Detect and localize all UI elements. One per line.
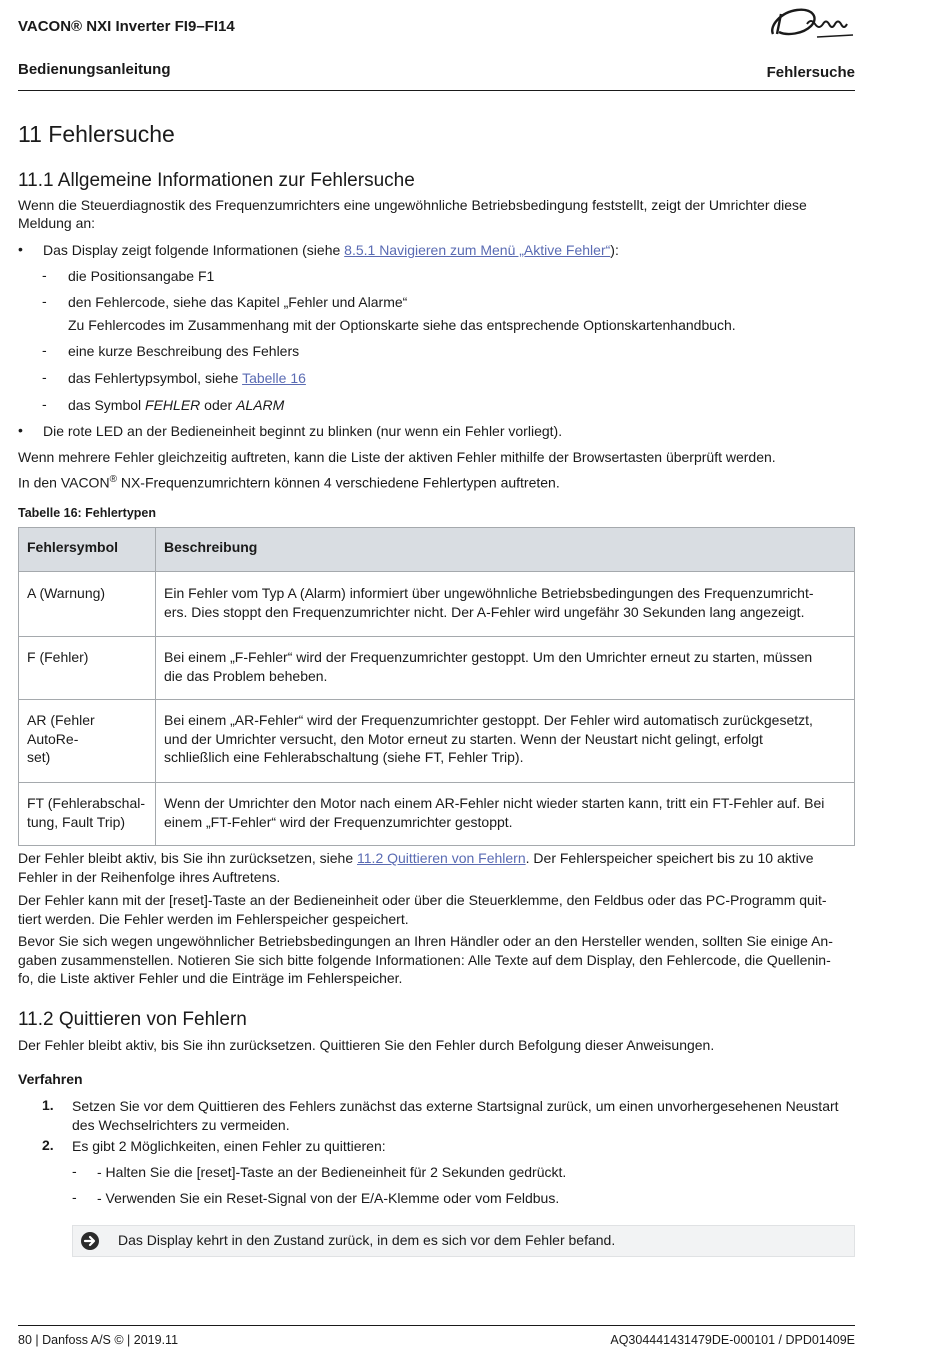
table-caption: Tabelle 16: Fehlertypen	[18, 506, 157, 520]
table-header-row	[19, 528, 855, 572]
result-note	[72, 1225, 855, 1257]
intro-line-2: Meldung an:	[18, 215, 96, 231]
danfoss-logo	[767, 4, 855, 40]
bullet-display-info: Das Display zeigt folgende Informationen (siehe 8.5.1 Navigieren zum Menü „Aktive Fehler“):	[43, 242, 619, 258]
bullet-marker: •	[18, 422, 23, 438]
dash-marker: -	[42, 293, 47, 309]
link-section-11-2[interactable]: 11.2 Quittieren von Fehlern	[357, 850, 526, 866]
dash-item-symbol: das Symbol FEHLER oder ALARM	[68, 397, 285, 413]
cell-symbol: AR (Fehler AutoRe- set)	[19, 700, 156, 783]
cell-description: Wenn der Umrichter den Motor nach einem AR-Fehler nicht wieder starten kann, tritt ein FT-Fehler auf. Bei einem „FT-Fehler“ wird der Frequenzumrichter gestoppt.	[156, 783, 855, 846]
column-header-description: Beschreibung	[156, 528, 855, 572]
dash-item-description: eine kurze Beschreibung des Fehlers	[68, 343, 300, 359]
dash-marker: -	[72, 1189, 77, 1205]
footer-divider	[18, 1325, 855, 1326]
dash-item-fault-code-note: Zu Fehlercodes im Zusammenhang mit der Optionskarte siehe das entsprechende Optionskartenhandbuch.	[68, 317, 736, 333]
paragraph-fault-memory: Der Fehler bleibt aktiv, bis Sie ihn zurücksetzen, siehe 11.2 Quittieren von Fehlern. Der Fehlerspeicher speichert bis zu 10 aktive Fehler in der Reihenfolge ihres Auftretens.	[18, 850, 814, 885]
section-title-11-1: 11.1 Allgemeine Informationen zur Fehlersuche	[18, 170, 415, 191]
dash-item-fault-type-symbol: das Fehlertypsymbol, siehe Tabelle 16	[68, 370, 306, 386]
cell-description: Bei einem „F-Fehler“ wird der Frequenzumrichter gestoppt. Um den Umrichter erneut zu starten, müssen die das Problem beheben.	[156, 637, 855, 700]
cell-description: Ein Fehler vom Typ A (Alarm) informiert über ungewöhnliche Betriebsbedingungen des Frequenzumricht- ers. Dies stoppt den Frequenzumrichter nicht. Der A-Fehler wird ungefähr 30 Sekunden lang angezeigt.	[156, 572, 855, 637]
paragraph-reset-methods: Der Fehler kann mit der [reset]-Taste an der Bedieneinheit oder über die Steuerklemme, den Feldbus oder das PC-Programm quit- tiert werden. Die Fehler werden im Fehlerspeicher gespeichert.	[18, 892, 827, 927]
step-2: Es gibt 2 Möglichkeiten, einen Fehler zu quittieren:	[72, 1138, 386, 1154]
footer-page-info: 80 | Danfoss A/S © | 2019.11	[18, 1333, 179, 1347]
dash-marker: -	[42, 369, 47, 385]
step-number: 2.	[42, 1137, 54, 1153]
document-page	[18, 0, 855, 1369]
header-divider	[18, 90, 855, 91]
link-menu-active-faults[interactable]: 8.5.1 Navigieren zum Menü „Aktive Fehler“	[344, 242, 611, 258]
paragraph-contact-info: Bevor Sie sich wegen ungewöhnlicher Betriebsbedingungen an Ihren Händler oder an den Hersteller wenden, sollten Sie einige An- gaben zusammenstellen. Notieren Sie sich bitte folgende Informationen: Alle Texte auf dem Display, den Fehlercode, die Quellenin- fo, die Liste aktiver Fehler und die Einträge im Fehlerspeicher.	[18, 933, 833, 986]
cell-symbol: FT (Fehlerabschal- tung, Fault Trip)	[19, 783, 156, 846]
column-header-symbol: Fehlersymbol	[19, 528, 156, 572]
paragraph-fault-types: In den VACON® NX-Frequenzumrichtern können 4 verschiedene Fehlertypen auftreten.	[18, 474, 560, 491]
table-row	[19, 783, 855, 846]
document-type: Bedienungsanleitung	[18, 61, 171, 78]
table-row	[19, 700, 855, 783]
cell-symbol: A (Warnung)	[19, 572, 156, 637]
cell-symbol: F (Fehler)	[19, 637, 156, 700]
intro-line-1: Wenn die Steuerdiagnostik des Frequenzumrichters eine ungewöhnliche Betriebsbedingung feststellt, zeigt der Umrichter diese	[18, 197, 807, 213]
section-11-2-intro: Der Fehler bleibt aktiv, bis Sie ihn zurücksetzen. Quittieren Sie den Fehler durch Befolgung dieser Anweisungen.	[18, 1037, 715, 1053]
bullet-marker: •	[18, 241, 23, 257]
link-table-16[interactable]: Tabelle 16	[242, 370, 306, 386]
substep-reset-key: - Halten Sie die [reset]-Taste an der Bedieneinheit für 2 Sekunden gedrückt.	[97, 1164, 567, 1180]
arrow-right-circle-icon	[80, 1231, 100, 1251]
table-row	[19, 637, 855, 700]
result-text: Das Display kehrt in den Zustand zurück, in dem es sich vor dem Fehler befand.	[118, 1232, 616, 1248]
dash-item-fault-code: den Fehlercode, siehe das Kapitel „Fehler und Alarme“	[68, 294, 408, 310]
step-number: 1.	[42, 1097, 54, 1113]
fault-types-table	[18, 527, 855, 846]
footer-document-id: AQ304441431479DE-000101 / DPD01409E	[610, 1333, 855, 1347]
table-row	[19, 572, 855, 637]
dash-marker: -	[42, 267, 47, 283]
step-1: Setzen Sie vor dem Quittieren des Fehlers zunächst das externe Startsignal zurück, um einen unvorhergesehenen Neustart des Wechselrichters zu vermeiden.	[72, 1098, 839, 1133]
product-name: VACON® NXI Inverter FI9–FI14	[18, 18, 235, 35]
dash-item-position: die Positionsangabe F1	[68, 268, 215, 284]
paragraph-multiple-faults: Wenn mehrere Fehler gleichzeitig auftreten, kann die Liste der aktiven Fehler mithilfe der Browsertasten überprüft werden.	[18, 449, 776, 465]
procedure-label: Verfahren	[18, 1071, 83, 1087]
chapter-title: 11 Fehlersuche	[18, 121, 175, 147]
dash-marker: -	[72, 1163, 77, 1179]
section-title-11-2: 11.2 Quittieren von Fehlern	[18, 1009, 247, 1030]
substep-reset-signal: - Verwenden Sie ein Reset-Signal von der E/A-Klemme oder vom Feldbus.	[97, 1190, 560, 1206]
dash-marker: -	[42, 342, 47, 358]
section-name: Fehlersuche	[766, 64, 855, 81]
cell-description: Bei einem „AR-Fehler“ wird der Frequenzumrichter gestoppt. Der Fehler wird automatisch zurückgesetzt, und der Umrichter versucht, den Motor erneut zu starten. Wenn der Neustart nicht gelingt, erfolgt schließlich eine Fehlerabschaltung (siehe FT, Fehler Trip).	[156, 700, 855, 783]
bullet-red-led: Die rote LED an der Bedieneinheit beginnt zu blinken (nur wenn ein Fehler vorliegt).	[43, 423, 563, 439]
dash-marker: -	[42, 396, 47, 412]
